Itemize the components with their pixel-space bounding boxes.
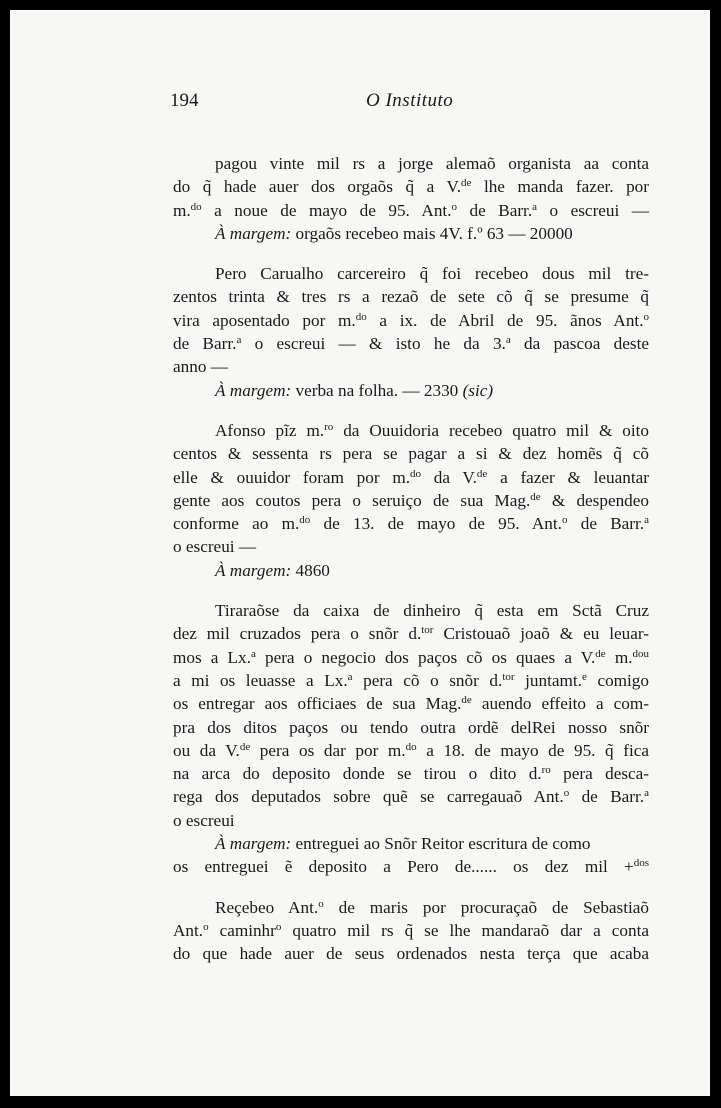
body-text (173, 152, 649, 966)
margin-note: À margem: verba na folha. — 2330 (sic) (215, 380, 494, 400)
entry-paragraph (173, 599, 649, 879)
text-line: vira aposentado por m.$^{do}$ a ix. de Abril de 95. ãnos Ant.$^o$ (173, 310, 649, 330)
margin-note: À margem: orgaõs recebeo mais 4V. f.º 63 — 20000 (215, 223, 573, 243)
text-line: o escreui (173, 810, 235, 830)
margin-note: À margem: entreguei ao Snõr Reitor escritura de como (215, 834, 591, 854)
text-line: Tiraraõse da caixa de dinheiro q̃ esta em Sctã Cruz (215, 601, 649, 621)
entry-paragraph (173, 152, 649, 245)
text-line: de Barr.$^a$ o escreui — & isto he da 3.$^a$ da pascoa deste (173, 334, 649, 354)
text-line: dez mil cruzados pera o snõr d.$^{tor}$ Cristouaõ joaõ & eu leuar- (173, 624, 650, 644)
text-line: elle & ouuidor foram por m.$^{do}$ da V.$^{de}$ a fazer & leuantar (173, 467, 649, 487)
text-line: os entregar aos officiaes de sua Mag.$^{de}$ auendo effeito a com- (173, 694, 649, 714)
book-page (10, 10, 710, 1096)
text-line: Pero Carualho carcereiro q̃ foi recebeo dous mil tre- (215, 264, 649, 284)
text-line: Reçebeo Ant.$^o$ de maris por procuraçaõ de Sebastiaõ (215, 897, 649, 917)
entry-paragraph (173, 262, 649, 402)
entry-paragraph (173, 896, 649, 966)
text-line: ou da V.$^{de}$ pera os dar por m.$^{do}$ a 18. de mayo de 95. q̃ fica (173, 740, 650, 760)
text-line: na arca do deposito donde se tirou o dito d.$^{ro}$ pera desca- (173, 764, 649, 784)
text-line: Ant.$^o$ caminhr$^o$ quatro mil rs q̃ se lhe mandaraõ dar a conta (173, 920, 649, 940)
text-line: m.$^{do}$ a noue de mayo de 95. Ant.$^o$ de Barr.$^a$ o escreui — (173, 200, 649, 220)
text-line: Afonso pĩz m.$^{ro}$ da Ouuidoria recebeo quatro mil & oito (215, 420, 649, 440)
running-title: O Instituto (366, 90, 454, 111)
entry-paragraph (173, 419, 649, 582)
text-line: anno — (173, 357, 228, 377)
text-line: pagou vinte mil rs a jorge alemaõ organista aa conta (215, 154, 649, 173)
text-line: rega dos deputados sobre quẽ se carregauaõ Ant.$^o$ de Barr.$^a$ (173, 787, 649, 807)
page-header (170, 90, 570, 116)
text-line: do que hade auer de seus ordenados nesta terça que acaba (173, 944, 649, 964)
text-line: centos & sessenta rs pera se pagar a si & dez homẽs q̃ cõ (173, 444, 649, 464)
text-line: gente aos coutos pera o seruiço de sua Mag.$^{de}$ & despendeo (173, 490, 649, 510)
text-line: o escreui — (173, 537, 257, 557)
text-line: do q̃ hade auer dos orgaõs q̃ a V.$^{de}$ lhe manda fazer. por (173, 177, 649, 197)
text-line: os entreguei ẽ deposito a Pero de...... os dez mil +$^{dos}$ (173, 857, 649, 877)
text-line: a mi os leuasse a Lx.$^a$ pera cõ o snõr d.$^{tor}$ juntamt.$^e$ comigo (173, 670, 649, 690)
margin-note: À margem: 4860 (215, 560, 330, 580)
text-line: pra dos ditos paços ou tendo outra ordẽ delRei nosso snõr (173, 717, 649, 737)
text-line: conforme ao m.$^{do}$ de 13. de mayo de 95. Ant.$^o$ de Barr.$^a$ (173, 514, 649, 534)
text-line: mos a Lx.$^a$ pera o negocio dos paços cõ os quaes a V.$^{de}$ m.$^{dou}$ (173, 647, 649, 667)
text-line: zentos trinta & tres rs a rezaõ de sete cõ q̃ se presume q̃ (173, 287, 649, 307)
page-number: 194 (170, 90, 199, 111)
